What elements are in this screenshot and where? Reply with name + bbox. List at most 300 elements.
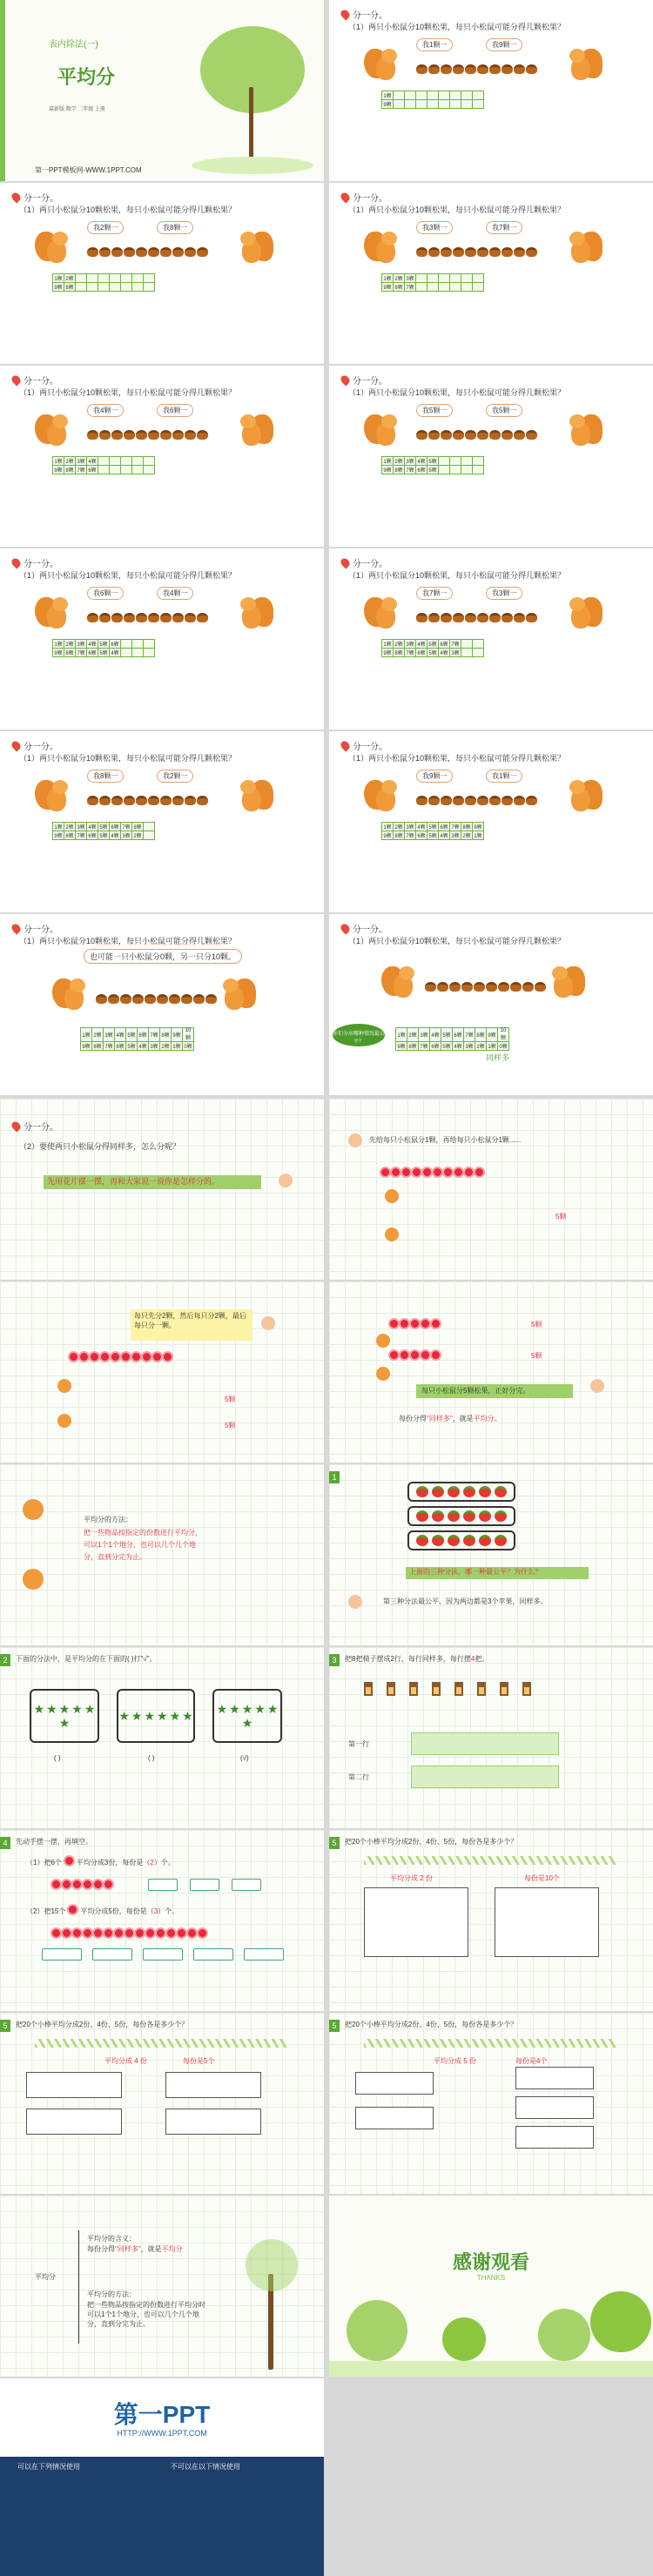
slide-share-equal[interactable] bbox=[329, 914, 653, 1095]
table-cell bbox=[144, 283, 155, 292]
answer-1[interactable]: ( ) bbox=[54, 1754, 61, 1762]
table-cell: 6颗 bbox=[430, 1042, 441, 1051]
table-cell: 4颗 bbox=[87, 823, 98, 831]
slide-demo-3[interactable] bbox=[329, 1281, 653, 1463]
slide-chairs[interactable] bbox=[329, 1647, 653, 1828]
table-cell: 8颗 bbox=[394, 283, 405, 292]
answer-box-1[interactable] bbox=[355, 2072, 434, 2095]
table-cell: 1颗 bbox=[53, 640, 64, 649]
slide-share-4[interactable] bbox=[0, 366, 324, 547]
speech-bubble-left: 我3颗一 bbox=[416, 221, 453, 234]
result-table bbox=[381, 91, 484, 109]
pinecone-icon bbox=[453, 613, 464, 622]
slide-demo-1[interactable] bbox=[329, 1099, 653, 1280]
slide-share-7[interactable] bbox=[329, 548, 653, 730]
squirrel-left bbox=[364, 777, 402, 815]
pinecone-row bbox=[416, 247, 537, 257]
table-cell: 2颗 bbox=[475, 1042, 487, 1051]
slide-share-5[interactable] bbox=[329, 366, 653, 547]
pinecone-icon bbox=[465, 64, 476, 74]
table-cell bbox=[87, 274, 98, 283]
table-cell: 7颗 bbox=[450, 823, 461, 831]
table-cell bbox=[76, 283, 87, 292]
table-cell: 2颗 bbox=[64, 274, 76, 283]
question-text: 先动手摆一摆，再填空。 bbox=[16, 1838, 92, 1846]
answer-box-4[interactable] bbox=[515, 2096, 594, 2119]
logo-url: HTTP://WWW.1PPT.COM bbox=[117, 2429, 207, 2438]
slide-demo-2[interactable] bbox=[0, 1281, 324, 1463]
flower-row bbox=[381, 1168, 483, 1176]
table-cell bbox=[473, 100, 484, 109]
table-cell bbox=[427, 100, 439, 109]
pinecone-icon bbox=[502, 64, 513, 74]
ground bbox=[329, 2361, 653, 2377]
flower-row bbox=[70, 1353, 172, 1361]
cover-subtitle: 表内除法(一) bbox=[49, 40, 98, 50]
table-cell: 2颗 bbox=[394, 640, 405, 649]
credits-col1: 可以在下列情况使用 bbox=[17, 2463, 80, 2471]
answer-box-2[interactable] bbox=[515, 2067, 594, 2089]
table-cell bbox=[98, 466, 110, 474]
table-cell: 3颗 bbox=[405, 823, 416, 831]
slide-sticks-5[interactable] bbox=[329, 2013, 653, 2194]
pinecone-icon bbox=[99, 430, 111, 440]
slide-share-2[interactable] bbox=[0, 183, 324, 364]
table-cell: 1颗 bbox=[53, 457, 64, 466]
pinecone-icon bbox=[197, 613, 208, 622]
pinecone-icon bbox=[124, 247, 135, 257]
pinecone-icon bbox=[124, 613, 135, 622]
slide-share-8[interactable] bbox=[0, 731, 324, 912]
count-label: 5颗 bbox=[225, 1396, 236, 1403]
section-header: 分一分。 bbox=[12, 922, 58, 935]
table-cell bbox=[439, 457, 450, 466]
result-table bbox=[381, 273, 484, 292]
slide-question-2[interactable] bbox=[0, 1099, 324, 1280]
question-text: （1）两只小松鼠分10颗松果，每只小松鼠可能分得几颗松果？ bbox=[19, 754, 237, 763]
table-cell: 2颗 bbox=[394, 823, 405, 831]
table-cell: 6颗 bbox=[416, 831, 427, 840]
answer-box-2[interactable] bbox=[165, 2072, 261, 2098]
pinecone-icon bbox=[441, 430, 452, 440]
pinecone-icon bbox=[526, 430, 537, 440]
result-table bbox=[381, 639, 484, 657]
answer-3[interactable]: (√) bbox=[240, 1754, 249, 1762]
table-cell: 1颗 bbox=[53, 823, 64, 831]
table-cell: 10颗 bbox=[498, 1028, 509, 1042]
sticks-row bbox=[364, 2039, 616, 2048]
speech-bubble-left: 我6颗一 bbox=[87, 587, 124, 600]
pinecone-icon bbox=[526, 64, 537, 74]
accent-bar bbox=[0, 0, 5, 181]
cover-title: 平均分 bbox=[57, 66, 116, 88]
slide-thanks[interactable] bbox=[329, 2196, 653, 2377]
table-cell: 3颗 bbox=[464, 1042, 475, 1051]
table-cell bbox=[461, 100, 473, 109]
pinecone-icon bbox=[477, 64, 488, 74]
table-cell: 7颗 bbox=[405, 466, 416, 474]
slide-share-3[interactable] bbox=[329, 183, 653, 364]
question-text: （1）两只小松鼠分10颗松果，每只小松鼠可能分得几颗松果？ bbox=[348, 937, 566, 945]
cover-meta: 嘉新版 数学 二年级 上册 bbox=[49, 107, 106, 112]
speech-text: 先给每只小松鼠分1颗，再给每只小松鼠分1颗...... bbox=[369, 1136, 522, 1144]
table-cell bbox=[450, 100, 461, 109]
answer-box-3[interactable] bbox=[26, 2109, 122, 2135]
table-cell bbox=[473, 640, 484, 649]
split-label: 平均分成 2 份 bbox=[390, 1874, 433, 1882]
summary-label: 平均分 bbox=[35, 2273, 56, 2281]
count-label: 5颗 bbox=[225, 1422, 236, 1429]
pinecone-icon bbox=[136, 247, 147, 257]
pinecone-icon bbox=[87, 430, 98, 440]
slide-sticks-2[interactable] bbox=[329, 1830, 653, 2011]
slide-credits[interactable] bbox=[0, 2378, 324, 2576]
slide-fill-blank[interactable] bbox=[0, 1830, 324, 2011]
table-cell: 5颗 bbox=[427, 823, 439, 831]
pinecone-icon bbox=[428, 64, 440, 74]
star-box-2: ★ ★ ★ ★ ★ ★ bbox=[117, 1689, 195, 1743]
table-cell: 5颗 bbox=[427, 649, 439, 657]
pinecone-icon bbox=[416, 430, 427, 440]
table-cell: 6颗 bbox=[453, 1028, 464, 1042]
slide-share-6[interactable] bbox=[0, 548, 324, 730]
squirrel-right bbox=[235, 777, 273, 815]
question-text: 上面的三种分法，哪一种最公平？为什么？ bbox=[409, 1568, 542, 1576]
pin-icon bbox=[10, 1120, 22, 1132]
pin-icon bbox=[10, 739, 22, 751]
pinecone-row bbox=[416, 64, 537, 74]
child-icon bbox=[279, 1174, 293, 1187]
result-table bbox=[52, 639, 155, 657]
pinecone-icon bbox=[453, 430, 464, 440]
pin-icon bbox=[339, 556, 351, 568]
table-cell: 2颗 bbox=[160, 1042, 172, 1051]
pinecone-icon bbox=[502, 430, 513, 440]
table-cell: 8颗 bbox=[92, 1042, 104, 1051]
apple-frame-1 bbox=[407, 1482, 515, 1502]
pinecone-icon bbox=[136, 796, 147, 805]
pin-icon bbox=[339, 8, 351, 20]
slide-share-1[interactable] bbox=[329, 0, 653, 181]
tree-illustration bbox=[192, 26, 313, 174]
pinecone-icon bbox=[185, 796, 196, 805]
table-cell: 4颗 bbox=[416, 640, 427, 649]
table-cell: 7颗 bbox=[405, 831, 416, 840]
cloud-callout: 你们分出哪种情况最公平？ bbox=[333, 1024, 385, 1046]
pinecone-icon bbox=[108, 994, 119, 1004]
method-title: 平均分的方法： bbox=[87, 2290, 136, 2298]
pinecone-icon bbox=[87, 613, 98, 622]
question-text: （1）两只小松鼠分10颗松果，每只小松鼠可能分得几颗松果？ bbox=[19, 205, 237, 214]
table-cell: 4颗 bbox=[115, 1028, 126, 1042]
pinecone-icon bbox=[169, 994, 180, 1004]
pinecone-icon bbox=[172, 796, 184, 805]
table-cell: 3颗 bbox=[419, 1028, 430, 1042]
pin-icon bbox=[339, 191, 351, 203]
table-cell bbox=[121, 457, 132, 466]
squirrel-right bbox=[235, 411, 273, 449]
pinecone-icon bbox=[157, 994, 168, 1004]
pin-icon bbox=[10, 373, 22, 386]
speech-bubble-right: 我5颗一 bbox=[486, 404, 522, 417]
pinecone-icon bbox=[514, 613, 525, 622]
slide-stars[interactable] bbox=[0, 1647, 324, 1828]
table-cell: 5颗 bbox=[98, 649, 110, 657]
table-cell bbox=[461, 283, 473, 292]
exercise-number: 2 bbox=[0, 1654, 10, 1666]
row-1-box[interactable] bbox=[411, 1732, 559, 1755]
table-cell bbox=[144, 649, 155, 657]
slide-summary[interactable] bbox=[0, 2196, 324, 2377]
table-cell: 1颗 bbox=[487, 1042, 498, 1051]
table-cell: 1颗 bbox=[172, 1042, 183, 1051]
squirrel-icon bbox=[23, 1569, 44, 1590]
pinecone-icon bbox=[136, 430, 147, 440]
squirrel-left bbox=[52, 975, 91, 1013]
table-cell: 8颗 bbox=[132, 823, 144, 831]
table-cell bbox=[416, 91, 427, 100]
flower-row bbox=[390, 1320, 440, 1328]
question-text: 下面的分法中，是平均分的在下面的( )打"√"。 bbox=[16, 1655, 157, 1663]
table-cell bbox=[144, 466, 155, 474]
exercise-number: 4 bbox=[0, 1837, 10, 1849]
slide-cover[interactable] bbox=[0, 0, 324, 181]
table-cell: 7颗 bbox=[104, 1042, 115, 1051]
table-cell bbox=[110, 466, 121, 474]
table-cell: 9颗 bbox=[53, 649, 64, 657]
pinecone-icon bbox=[441, 796, 452, 805]
table-cell bbox=[461, 466, 473, 474]
count-label: 5颗 bbox=[555, 1213, 567, 1221]
speech-bubble-right: 我2颗一 bbox=[157, 770, 193, 783]
answer-box-3[interactable] bbox=[355, 2107, 434, 2129]
pin-icon bbox=[339, 739, 351, 751]
exercise-number: 1 bbox=[329, 1471, 340, 1483]
pinecone-row bbox=[425, 982, 546, 992]
thanks-subtitle: THANKS bbox=[476, 2274, 506, 2282]
table-cell bbox=[439, 91, 450, 100]
answer-2[interactable]: ( ) bbox=[148, 1754, 155, 1762]
pin-icon bbox=[10, 191, 22, 203]
table-cell: 2颗 bbox=[394, 274, 405, 283]
table-cell: 7颗 bbox=[76, 649, 87, 657]
squirrel-left bbox=[35, 594, 73, 632]
answer-boxes-2[interactable] bbox=[42, 1948, 284, 1961]
squirrel-right bbox=[564, 777, 603, 815]
table-cell bbox=[450, 457, 461, 466]
table-cell bbox=[394, 91, 405, 100]
pinecone-row bbox=[87, 796, 208, 805]
tree-canopy bbox=[538, 2309, 590, 2361]
section-header: 分一分。 bbox=[341, 8, 387, 21]
table-cell bbox=[427, 283, 439, 292]
question-text: 把20个小棒平均分成2份、4份、5份，每份各是多少个？ bbox=[16, 2021, 189, 2028]
table-cell bbox=[427, 91, 439, 100]
pinecone-icon bbox=[477, 796, 488, 805]
pinecone-icon bbox=[477, 613, 488, 622]
table-cell: 7颗 bbox=[405, 283, 416, 292]
table-cell bbox=[132, 640, 144, 649]
answer-box-4[interactable] bbox=[165, 2109, 261, 2135]
table-cell: 8颗 bbox=[64, 283, 76, 292]
pinecone-icon bbox=[474, 982, 485, 992]
table-cell: 9颗 bbox=[382, 466, 394, 474]
slide-share-zero[interactable] bbox=[0, 914, 324, 1095]
speech-bubble-left: 我7颗一 bbox=[416, 587, 453, 600]
per-part-label: 每份是10个 bbox=[524, 1874, 560, 1882]
table-cell: 8颗 bbox=[64, 831, 76, 840]
slide-share-9[interactable] bbox=[329, 731, 653, 912]
exercise-number: 3 bbox=[329, 1654, 340, 1666]
table-cell: 5颗 bbox=[427, 831, 439, 840]
table-cell: 5颗 bbox=[98, 640, 110, 649]
table-cell bbox=[98, 283, 110, 292]
sticks-row bbox=[364, 1856, 616, 1865]
table-cell: 5颗 bbox=[427, 457, 439, 466]
tree-illustration bbox=[228, 2239, 315, 2370]
child-icon bbox=[590, 1379, 604, 1393]
table-cell: 9颗 bbox=[487, 1028, 498, 1042]
table-cell: 9颗 bbox=[396, 1042, 407, 1051]
table-cell: 10颗 bbox=[183, 1028, 194, 1042]
table-cell: 6颗 bbox=[138, 1028, 149, 1042]
method-body: 把一些物品按指定的份数进行平均分时可以1个1个地分，也可以几个几个地分，直到分完为止。 bbox=[87, 2301, 205, 2328]
table-cell bbox=[144, 823, 155, 831]
pinecone-icon bbox=[148, 247, 159, 257]
table-cell bbox=[439, 466, 450, 474]
table-cell: 9颗 bbox=[382, 283, 394, 292]
pinecone-icon bbox=[477, 247, 488, 257]
question-text: （1）两只小松鼠分10颗松果，每只小松鼠可能分得几颗松果？ bbox=[348, 23, 566, 31]
table-cell: 7颗 bbox=[149, 1028, 160, 1042]
section-header: 分一分。 bbox=[341, 922, 387, 935]
pinecone-icon bbox=[514, 796, 525, 805]
table-cell: 1颗 bbox=[382, 457, 394, 466]
table-cell bbox=[473, 274, 484, 283]
speech-bubble-left: 我9颗一 bbox=[416, 770, 453, 783]
table-cell: 4颗 bbox=[416, 823, 427, 831]
table-cell: 5颗 bbox=[427, 466, 439, 474]
table-cell: 4颗 bbox=[430, 1028, 441, 1042]
answer-box-1[interactable] bbox=[26, 2072, 122, 2098]
table-cell: 7颗 bbox=[450, 640, 461, 649]
table-cell: 7颗 bbox=[121, 823, 132, 831]
pin-icon bbox=[10, 556, 22, 568]
pinecone-icon bbox=[99, 796, 111, 805]
table-cell bbox=[144, 457, 155, 466]
pin-icon bbox=[10, 922, 22, 934]
squirrel-right bbox=[235, 228, 273, 266]
table-cell bbox=[473, 466, 484, 474]
pinecone-icon bbox=[535, 982, 546, 992]
table-cell: 8颗 bbox=[461, 823, 473, 831]
result-table bbox=[52, 273, 155, 292]
result-table bbox=[381, 822, 484, 840]
table-cell bbox=[394, 100, 405, 109]
tree-canopy bbox=[347, 2300, 407, 2361]
speech-bubble-right: 我9颗一 bbox=[486, 38, 522, 51]
pinecone-icon bbox=[205, 994, 217, 1004]
row-2-box[interactable] bbox=[411, 1766, 559, 1788]
table-cell: 9颗 bbox=[172, 1028, 183, 1042]
answer-box-5[interactable] bbox=[515, 2126, 594, 2149]
pinecone-icon bbox=[428, 613, 440, 622]
table-cell: 8颗 bbox=[64, 466, 76, 474]
table-cell: 8颗 bbox=[394, 649, 405, 657]
pinecone-icon bbox=[489, 613, 501, 622]
table-cell: 9颗 bbox=[473, 823, 484, 831]
split-label: 平均分成 4 份 bbox=[104, 2057, 147, 2065]
pinecone-icon bbox=[120, 994, 131, 1004]
table-cell: 9颗 bbox=[382, 831, 394, 840]
cover-footer: 第一PPT模板网-WWW.1PPT.COM bbox=[35, 166, 142, 174]
child-icon bbox=[261, 1316, 275, 1330]
exercise-number: 5 bbox=[0, 2020, 10, 2032]
pinecone-icon bbox=[514, 247, 525, 257]
slide-method[interactable] bbox=[0, 1464, 324, 1645]
table-cell bbox=[132, 274, 144, 283]
answer-boxes-1[interactable] bbox=[148, 1879, 261, 1891]
table-cell bbox=[132, 283, 144, 292]
table-cell bbox=[144, 831, 155, 840]
answer-box-1[interactable] bbox=[364, 1887, 468, 1957]
pinecone-icon bbox=[416, 247, 427, 257]
squirrel-icon bbox=[376, 1367, 390, 1381]
speech-bubble-left: 我4颗一 bbox=[87, 404, 124, 417]
pinecone-icon bbox=[453, 796, 464, 805]
speech-bubble-right: 我8颗一 bbox=[157, 221, 193, 234]
squirrel-icon bbox=[57, 1379, 71, 1393]
count-label: 5颗 bbox=[531, 1352, 542, 1360]
pinecone-icon bbox=[148, 796, 159, 805]
table-cell: 0颗 bbox=[498, 1042, 509, 1051]
table-cell bbox=[132, 457, 144, 466]
table-cell: 9颗 bbox=[382, 649, 394, 657]
pinecone-icon bbox=[441, 613, 452, 622]
section-header: 分一分。 bbox=[12, 556, 58, 569]
result-table bbox=[52, 456, 155, 474]
pinecone-icon bbox=[425, 982, 436, 992]
table-cell: 7颗 bbox=[419, 1042, 430, 1051]
table-cell bbox=[473, 457, 484, 466]
table-cell: 1颗 bbox=[81, 1028, 92, 1042]
pinecone-icon bbox=[181, 994, 192, 1004]
credits-col2: 不可以在以下情况使用 bbox=[171, 2463, 240, 2471]
method-body: 把一些物品按指定的份数进行平均分，可以1个1个地分，也可以几个几个地分，直到分完为止。 bbox=[84, 1529, 202, 1561]
pinecone-icon bbox=[465, 796, 476, 805]
slide-apples[interactable] bbox=[329, 1464, 653, 1645]
table-cell bbox=[416, 274, 427, 283]
table-cell bbox=[450, 274, 461, 283]
pinecone-icon bbox=[148, 430, 159, 440]
table-cell bbox=[110, 457, 121, 466]
part-1: （1）把6个 平均分成3份，每份是（2）个。 bbox=[26, 1859, 175, 1866]
tree-canopy bbox=[590, 2291, 651, 2352]
flower-row bbox=[52, 1929, 206, 1937]
pinecone-row bbox=[416, 796, 537, 805]
table-cell: 8颗 bbox=[407, 1042, 419, 1051]
chair-row bbox=[364, 1682, 531, 1696]
table-cell: 4颗 bbox=[87, 640, 98, 649]
table-cell: 6颗 bbox=[416, 649, 427, 657]
question-text: 把20个小棒平均分成2份、4份、5份，每份各是多少个？ bbox=[345, 2021, 518, 2028]
table-cell bbox=[461, 274, 473, 283]
pinecone-icon bbox=[416, 64, 427, 74]
answer-box-2[interactable] bbox=[495, 1887, 599, 1957]
table-cell: 9颗 bbox=[53, 283, 64, 292]
table-cell: 7颗 bbox=[464, 1028, 475, 1042]
slide-sticks-4[interactable] bbox=[0, 2013, 324, 2194]
